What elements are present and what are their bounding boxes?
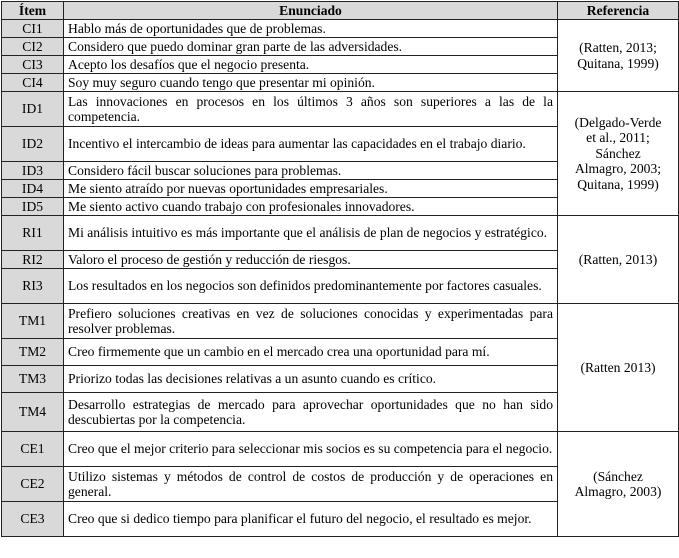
table-row — [2, 432, 679, 467]
item-statement: Me siento activo cuando trabajo con profesionales innovadores. — [64, 198, 558, 216]
reference-line: Almagro, 2003) — [574, 484, 662, 499]
header-item: Ítem — [2, 2, 64, 20]
item-statement: Considero fácil buscar soluciones para problemas. — [64, 162, 558, 180]
reference-tm — [558, 304, 679, 432]
reference-line: Quitana, 1999) — [577, 55, 659, 71]
header-enunciado: Enunciado — [64, 2, 558, 20]
item-code: RI3 — [2, 269, 64, 304]
reference-line: (Ratten 2013) — [580, 359, 656, 375]
item-code: TM4 — [2, 393, 64, 432]
item-code: ID1 — [2, 92, 64, 127]
item-statement: Priorizo todas las decisiones relativas a un asunto cuando es crítico. — [64, 366, 558, 393]
item-code: ID5 — [2, 198, 64, 216]
item-code: TM1 — [2, 304, 64, 339]
item-code: TM2 — [2, 339, 64, 366]
item-code: ID2 — [2, 127, 64, 162]
item-statement: Hablo más de oportunidades que de problemas. — [64, 20, 558, 38]
item-code: CI2 — [2, 38, 64, 56]
item-code: CI4 — [2, 74, 64, 92]
reference-line: (Ratten, 2013; — [579, 40, 657, 55]
item-statement: Prefiero soluciones creativas en vez de soluciones conocidas y experimentadas para resolver problemas. — [64, 304, 558, 339]
item-statement: Creo que si dedico tiempo para planificar el futuro del negocio, el resultado es mejor. — [64, 502, 558, 537]
item-code: RI1 — [2, 216, 64, 251]
item-code: CE2 — [2, 467, 64, 502]
item-statement: Creo que el mejor criterio para seleccionar mis socios es su competencia para el negocio. — [64, 432, 558, 467]
reference-ci — [558, 20, 679, 92]
item-code: CE1 — [2, 432, 64, 467]
table-row — [2, 216, 679, 251]
item-statement: Valoro el proceso de gestión y reducción de riesgos. — [64, 251, 558, 269]
reference-id — [558, 92, 679, 216]
item-statement: Soy muy seguro cuando tengo que presentar mi opinión. — [64, 74, 558, 92]
reference-line: Quitana, 1999) — [577, 176, 659, 192]
reference-line: (Ratten, 2013) — [578, 251, 658, 267]
item-statement: Creo firmemente que un cambio en el mercado crea una oportunidad para mí. — [64, 339, 558, 366]
reference-line: et al., 2011; — [586, 130, 650, 146]
item-statement: Las innovaciones en procesos en los últimos 3 años son superiores a las de la competencia. — [64, 92, 558, 127]
item-code: ID3 — [2, 162, 64, 180]
item-code: ID4 — [2, 180, 64, 198]
item-statement: Incentivo el intercambio de ideas para aumentar las capacidades en el trabajo diario. — [64, 127, 558, 162]
item-statement: Me siento atraído por nuevas oportunidades empresariales. — [64, 180, 558, 198]
item-code: CI3 — [2, 56, 64, 74]
item-code: TM3 — [2, 366, 64, 393]
item-statement: Mi análisis intuitivo es más importante que el análisis de plan de negocios y estratégico. — [64, 216, 558, 251]
reference-line: (Delgado-Verde — [574, 114, 662, 130]
reference-line: (Sánchez — [593, 468, 643, 484]
item-code: CE3 — [2, 502, 64, 537]
reference-ce — [558, 432, 679, 537]
reference-line: Almagro, 2003; — [574, 161, 662, 177]
item-code: CI1 — [2, 20, 64, 38]
item-statement: Acepto los desafíos que el negocio presenta. — [64, 56, 558, 74]
table-row — [2, 92, 679, 127]
item-statement: Utilizo sistemas y métodos de control de costos de producción y de operaciones en general. — [64, 467, 558, 502]
reference-line: Sánchez — [595, 145, 641, 161]
item-statement: Considero que puedo dominar gran parte de las adversidades. — [64, 38, 558, 56]
header-referencia: Referencia — [558, 2, 679, 20]
reference-ri — [558, 216, 679, 304]
items-table — [1, 1, 679, 537]
item-statement: Los resultados en los negocios son definidos predominantemente por factores casuales. — [64, 269, 558, 304]
item-statement: Desarrollo estrategias de mercado para aprovechar oportunidades que no han sido descubiertas por la competencia. — [64, 393, 558, 432]
table-row — [2, 304, 679, 339]
item-code: RI2 — [2, 251, 64, 269]
table-row — [2, 20, 679, 38]
